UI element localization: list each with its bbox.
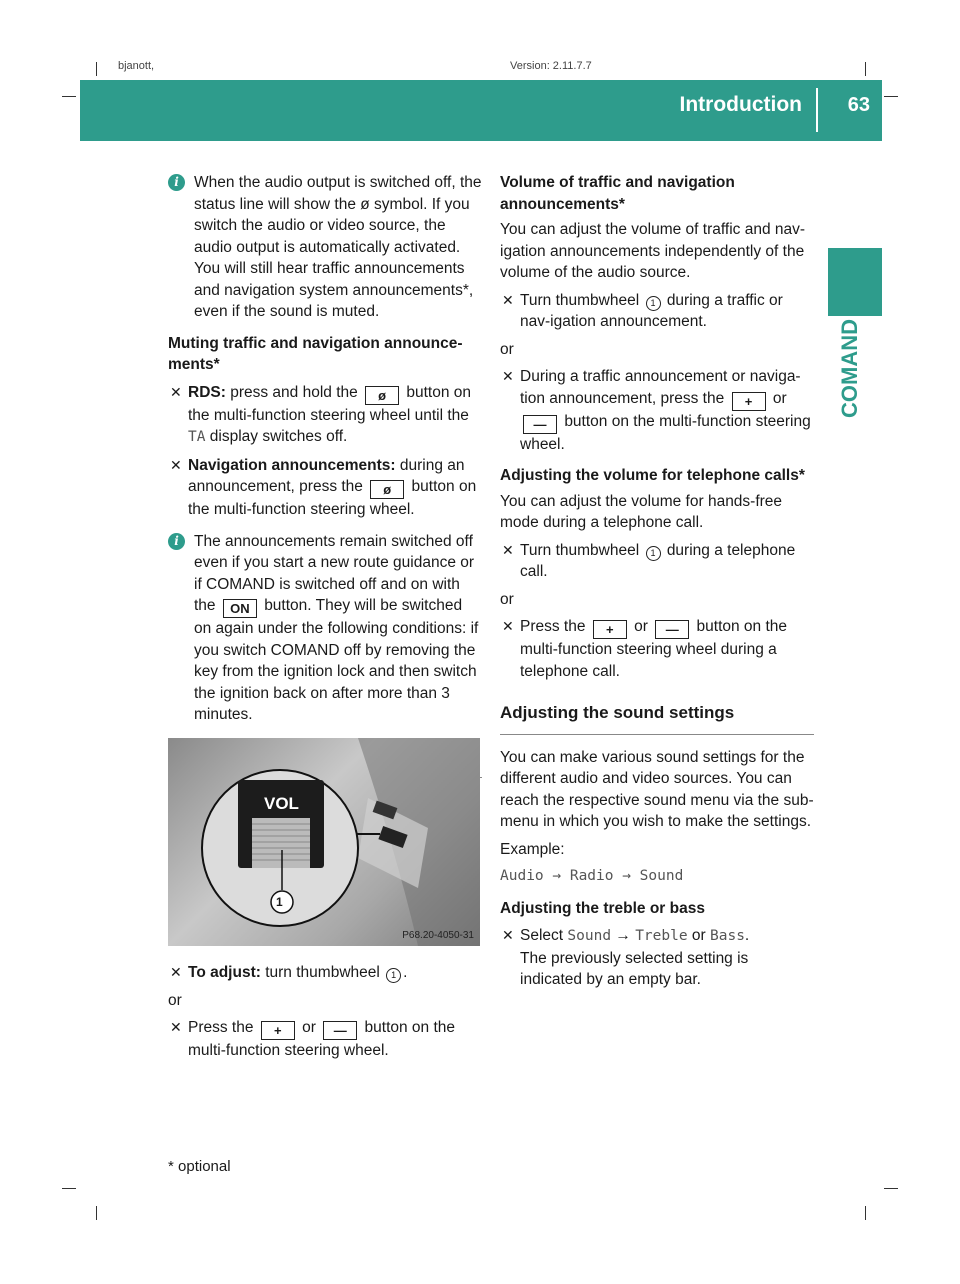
- right-column: [500, 172, 814, 991]
- section-heading: Adjusting the treble or bass: [500, 899, 705, 917]
- instruction-step: ✕ During a traffic announcement or naviga-tion announcement, press the + or — button on the multi-function steering wheel.: [502, 368, 811, 453]
- crop-mark: [62, 96, 76, 97]
- callout-icon: 1: [386, 968, 401, 983]
- minus-key-icon: —: [655, 620, 689, 639]
- menu-path: Audio → Radio → Sound: [500, 868, 684, 884]
- callout-number: 1: [276, 895, 283, 909]
- step-arrow-icon: ✕: [502, 618, 514, 634]
- chapter-tab: [828, 248, 882, 316]
- plus-key-icon: +: [732, 392, 766, 411]
- or-text: or: [500, 340, 514, 358]
- paragraph: You can adjust the volume for hands-free mode during a telephone call.: [500, 492, 783, 531]
- crop-mark: [884, 96, 898, 97]
- step-arrow-icon: ✕: [502, 291, 514, 308]
- mute-key-icon: ø: [365, 386, 399, 405]
- crop-mark: [865, 62, 866, 76]
- section-heading: Muting traffic and navigation announce-ments*: [168, 334, 463, 373]
- instruction-step: ✕ Press the + or — button on the multi-function steering wheel.: [170, 1019, 456, 1059]
- crop-mark: [62, 1188, 76, 1189]
- page-title: Introduction: [679, 93, 802, 116]
- mute-key-icon: ø: [370, 480, 404, 499]
- callout-icon: 1: [646, 546, 661, 561]
- vol-label: VOL: [264, 794, 299, 813]
- paragraph: You can make various sound settings for the different audio and video sources. You can reach the respective sound menu via the sub-menu in which you wish to make the settings.: [500, 748, 814, 830]
- section-heading: Volume of traffic and navigation announcements*: [500, 174, 735, 213]
- footnote: * optional: [168, 1158, 231, 1175]
- crop-mark: [865, 1206, 866, 1220]
- print-version: Version: 2.11.7.7: [510, 60, 592, 72]
- info-icon: i: [168, 533, 185, 550]
- instruction-step: ✕ To adjust: turn thumbwheel 1 .: [168, 962, 482, 984]
- instruction-step: ✕ Select Sound → Treble or Bass. The previously selected setting is indicated by an empty bar.: [502, 927, 750, 988]
- paragraph: You can adjust the volume of traffic and nav-igation announcements independently of the volume of the audio source.: [500, 221, 806, 281]
- callout-icon: 1: [646, 296, 661, 311]
- figure-caption: P68.20-4050-31: [402, 930, 474, 941]
- section-heading: Adjusting the sound settings: [500, 702, 814, 735]
- step-arrow-icon: ✕: [502, 927, 514, 943]
- or-text: or: [500, 590, 514, 608]
- step-arrow-icon: ✕: [170, 964, 182, 980]
- info-note: i When the audio output is switched off, the status line will show the ø symbol. If you switch the audio or video source, the audio output is automatically activated. You will still hear traffic announcements and navigation system announcements*, even if the sound is muted.: [168, 172, 482, 323]
- step-arrow-icon: ✕: [170, 1019, 182, 1035]
- info-note: i The announcements remain switched off even if you start a new route guidance or if COMAND is switched off and on with the ON button. They will be switched on again under the following conditions: if you switch COMAND off by removing the key from the ignition lock and then switch the ignition back on after more than 3 minutes.: [168, 531, 482, 726]
- print-user: bjanott,: [118, 60, 155, 72]
- steering-wheel-figure: [168, 738, 480, 946]
- plus-key-icon: +: [593, 620, 627, 639]
- instruction-step: ✕ Press the + or — button on the multi-function steering wheel during a telephone call.: [502, 618, 788, 680]
- instruction-step: ✕ Turn thumbwheel 1 during a telephone call.: [502, 541, 796, 580]
- left-column-lower: [168, 962, 482, 1062]
- figure-illustration: [168, 738, 480, 946]
- example-label: Example:: [500, 840, 565, 858]
- step-arrow-icon: ✕: [170, 456, 182, 473]
- instruction-step: ✕ Turn thumbwheel 1 during a traffic or nav-igation announcement.: [502, 291, 783, 330]
- section-heading: Adjusting the volume for telephone calls*: [500, 467, 805, 484]
- crop-mark: [884, 1188, 898, 1189]
- minus-key-icon: —: [523, 415, 557, 434]
- crop-mark: [96, 1206, 97, 1220]
- instruction-step: ✕ Navigation announcements: during an announcement, press the ø button on the multi-function steering wheel.: [170, 456, 477, 518]
- page-number: 63: [847, 94, 870, 116]
- step-arrow-icon: ✕: [170, 383, 182, 400]
- left-column: [168, 172, 482, 778]
- instruction-step: ✕ RDS: press and hold the ø button on the multi-function steering wheel until the TA display switches off.: [170, 383, 472, 445]
- plus-key-icon: +: [261, 1021, 295, 1040]
- page-header: [80, 80, 882, 141]
- on-key-icon: ON: [223, 599, 257, 618]
- or-text: or: [168, 991, 182, 1009]
- header-divider: [816, 88, 818, 132]
- step-arrow-icon: ✕: [502, 541, 514, 558]
- step-arrow-icon: ✕: [502, 368, 514, 384]
- minus-key-icon: —: [323, 1021, 357, 1040]
- crop-mark: [96, 62, 97, 76]
- info-icon: i: [168, 174, 185, 191]
